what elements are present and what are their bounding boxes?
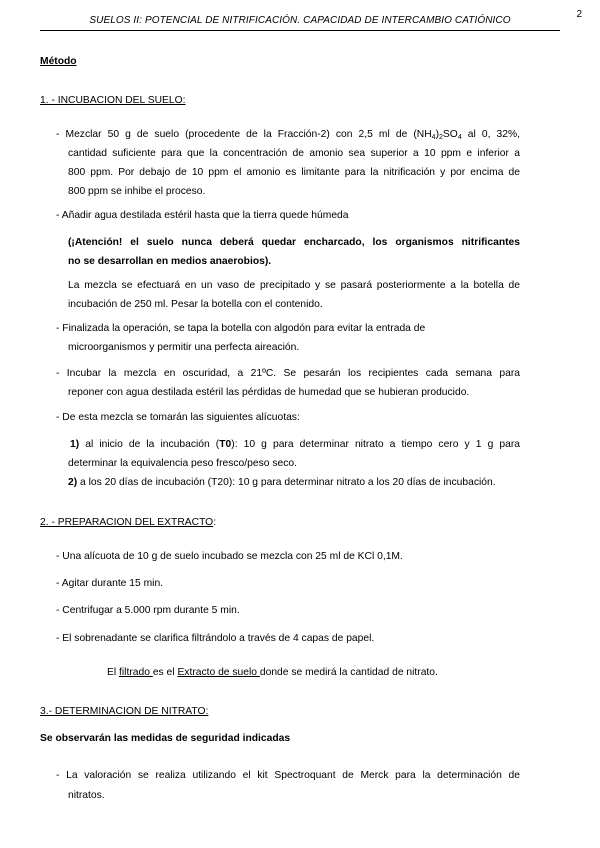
running-header: SUELOS II: POTENCIAL DE NITRIFICACIÓN. CAPACIDAD DE INTERCAMBIO CATIÓNICO [89,15,511,26]
aliquot2-line: 2) a los 20 días de incubación (T20): 10 g para determinar nitrato a los 20 días de incubación. [68,477,496,488]
section1-item3-line2: microorganismos y permitir una perfecta aireación. [68,342,300,353]
section1-heading: 1. - INCUBACION DEL SUELO: [40,95,186,106]
warning-line1: (¡Atención! el suelo nunca deberá quedar encharcado, los organismos nitrificantes [68,237,520,248]
section1-item2: - Añadir agua destilada estéril hasta que la tierra quede húmeda [56,210,349,221]
section1-item4-line1: - Incubar la mezcla en oscuridad, a 21ºC. Se pesarán los recipientes cada semana para [56,368,520,379]
mix-line1: La mezcla se efectuará en un vaso de precipitado y se pasará posteriormente a la botella de [68,280,520,291]
section3-item1-line1: - La valoración se realiza utilizando el kit Spectroquant de Merck para la determinación de [56,770,520,781]
section1-item4-line2: reponer con agua destilada estéril las pérdidas de humedad que se hubieran producido. [68,387,470,398]
section3-heading: 3.- DETERMINACION DE NITRATO: [40,706,209,717]
header-divider [40,30,560,31]
section2-item4: - El sobrenadante se clarifica filtrándolo a través de 4 capas de papel. [56,633,375,644]
section1-item5: - De esta mezcla se tomarán las siguientes alícuotas: [56,412,300,423]
section1-item1-line3: 800 ppm. Por debajo de 10 ppm el amonio es limitante para la nitrificación y por encima de [68,167,520,178]
aliquot1-line1: 1) al inicio de la incubación (T0): 10 g para determinar nitrato a tiempo cero y 1 g para [70,439,520,450]
section1-item1-line1: - Mezclar 50 g de suelo (procedente de la Fracción-2) con 2,5 ml de $(NH_4)_2SO_4$ al 0, 32%, [56,129,520,141]
extract-note: El filtrado es el Extracto de suelo donde se medirá la cantidad de nitrato. [107,667,438,678]
method-heading: Método [40,56,77,67]
section2-item3: - Centrifugar a 5.000 rpm durante 5 min. [56,605,240,616]
warning-line2: no se desarrollan en medios anaerobios). [68,256,272,267]
section3-item1-line2: nitratos. [68,790,105,801]
mix-line2: incubación de 250 ml. Pesar la botella con el contenido. [68,299,323,310]
aliquot1-line2: determinar la equivalencia peso fresco/peso seco. [68,458,297,469]
section2-heading: 2. - PREPARACION DEL EXTRACTO: [40,517,217,528]
section2-item1: - Una alícuota de 10 g de suelo incubado se mezcla con 25 ml de KCl 0,1M. [56,551,403,562]
section1-item3-line1: - Finalizada la operación, se tapa la botella con algodón para evitar la entrada de [56,323,426,334]
section2-item2: - Agitar durante 15 min. [56,578,164,589]
section1-item1-line2: cantidad suficiente para que la concentración de amonio sea superior a 10 ppm e inferior a [68,148,520,159]
safety-note: Se observarán las medidas de seguridad indicadas [40,733,291,744]
page-number: 2 [576,9,582,20]
section1-item1-line4: 800 ppm se inhibe el proceso. [68,186,206,197]
